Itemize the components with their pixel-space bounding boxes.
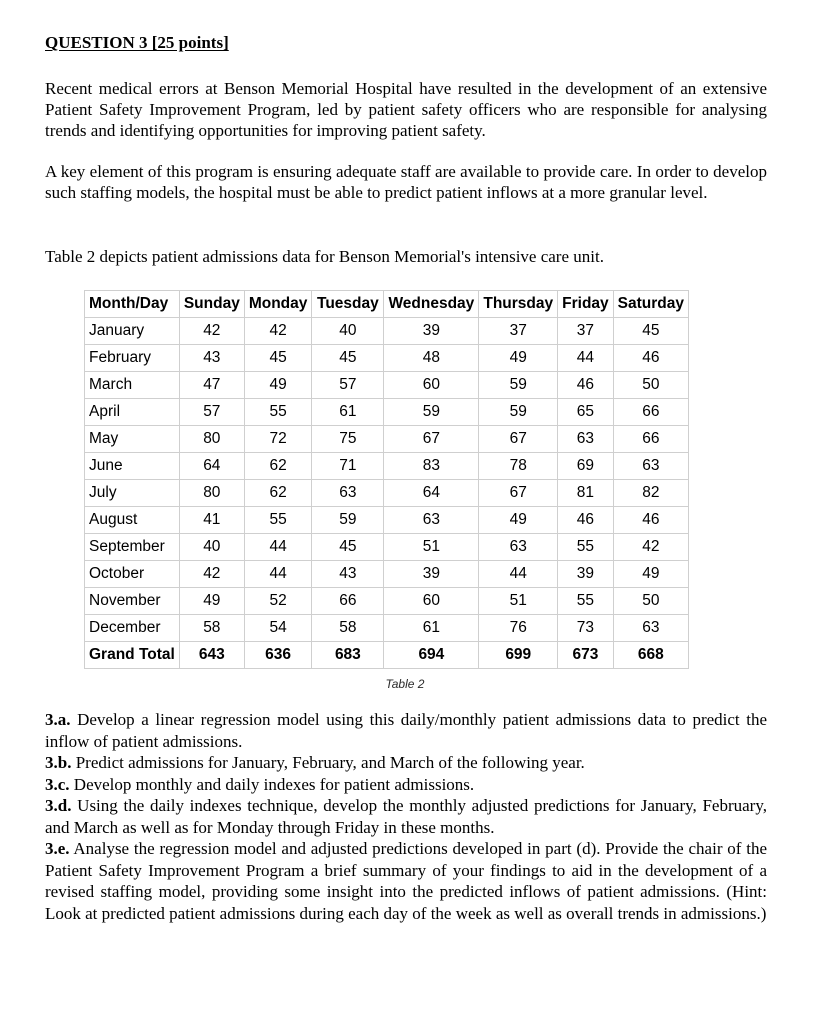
table-cell: 44 [479,561,558,588]
table-cell: 66 [312,588,384,615]
header-cell: Saturday [613,291,688,318]
table-cell: 46 [558,372,614,399]
question-label: 3.c. [45,774,70,794]
question-item [45,752,767,774]
table-cell: 63 [613,453,688,480]
table-cell: 60 [384,372,479,399]
table-cell: 62 [244,480,312,507]
table-cell: 46 [558,507,614,534]
table-cell: 55 [558,588,614,615]
table-cell: 55 [244,507,312,534]
table-cell: 83 [384,453,479,480]
table-cell: 46 [613,345,688,372]
table-cell: 40 [312,318,384,345]
question-text: Predict admissions for January, February, and March of the following year. [71,753,585,772]
table-cell: 694 [384,642,479,669]
table-cell: 55 [558,534,614,561]
table-cell: 82 [613,480,688,507]
table-cell: 65 [558,399,614,426]
row-label-cell: September [85,534,180,561]
table-cell: 64 [384,480,479,507]
table-cell: 643 [179,642,244,669]
row-label-cell: January [85,318,180,345]
table-cell: 668 [613,642,688,669]
admissions-table [84,290,689,669]
header-cell: Month/Day [85,291,180,318]
table-row [85,588,689,615]
table-cell: 45 [312,534,384,561]
table-cell: 44 [244,534,312,561]
table-cell: 44 [244,561,312,588]
table-cell: 54 [244,615,312,642]
table-cell: 51 [479,588,558,615]
table-cell: 66 [613,426,688,453]
table-cell: 49 [479,345,558,372]
table-cell: 39 [384,318,479,345]
question-text: Using the daily indexes technique, develop the monthly adjusted predictions for January, February, and March as well as for Monday through Friday in these months. [45,796,767,837]
table-cell: 37 [479,318,558,345]
table-cell: 37 [558,318,614,345]
table-row [85,534,689,561]
row-label-cell: May [85,426,180,453]
intro-paragraph: Recent medical errors at Benson Memorial Hospital have resulted in the development of an extensive Patient Safety Improvement Program, led by patient safety officers who are responsible for analysing trends and identifying opportunities for improving patient safety. [45,79,767,140]
table-header-row [85,291,689,318]
row-label-cell: July [85,480,180,507]
table-cell: 72 [244,426,312,453]
table-row [85,615,689,642]
table-cell: 699 [479,642,558,669]
table-cell: 41 [179,507,244,534]
table-cell: 42 [179,318,244,345]
table-row [85,561,689,588]
table-cell: 52 [244,588,312,615]
table-cell: 71 [312,453,384,480]
table-row [85,453,689,480]
table-cell: 67 [479,480,558,507]
table-cell: 39 [384,561,479,588]
row-label-cell: December [85,615,180,642]
table-cell: 59 [479,372,558,399]
table-cell: 63 [558,426,614,453]
table-cell: 63 [384,507,479,534]
header-cell: Friday [558,291,614,318]
table-cell: 42 [613,534,688,561]
table-cell: 49 [613,561,688,588]
row-label-cell: October [85,561,180,588]
table-cell: 59 [479,399,558,426]
header-cell: Monday [244,291,312,318]
question-text: Analyse the regression model and adjusted predictions developed in part (d). Provide the chair of the Patient Safety Improvement Program a brief summary of your findings to aid in the development of a revised staffing model, providing some insight into the predicted inflows of patient admissions. (Hint: Look at predicted patient admissions during each day of the week as well as overall trends in admissions.) [45,839,767,923]
table-cell: 76 [479,615,558,642]
row-label-cell: November [85,588,180,615]
table-cell: 46 [613,507,688,534]
table-cell: 80 [179,426,244,453]
table-row [85,480,689,507]
table-cell: 50 [613,372,688,399]
question-label: 3.e. [45,839,70,858]
table-cell: 40 [179,534,244,561]
table-intro-paragraph: Table 2 depicts patient admissions data for Benson Memorial's intensive care unit. [45,247,604,266]
question-item [45,774,767,796]
table-cell: 49 [244,372,312,399]
row-label-cell: April [85,399,180,426]
question-text: Develop monthly and daily indexes for patient admissions. [69,774,475,794]
table-row [85,318,689,345]
table-cell: 73 [558,615,614,642]
table-cell: 58 [179,615,244,642]
table-cell: 64 [179,453,244,480]
question-text: Develop a linear regression model using this daily/monthly patient admissions data to predict the inflow of patient admissions. [45,710,767,751]
table-cell: 67 [384,426,479,453]
table-row [85,507,689,534]
table-cell: 69 [558,453,614,480]
table-cell: 43 [312,561,384,588]
staffing-paragraph: A key element of this program is ensuring adequate staff are available to provide care. In order to develop such staffing models, the hospital must be able to predict patient inflows at a more granular level. [45,162,767,202]
table-cell: 45 [312,345,384,372]
table-cell: 50 [613,588,688,615]
row-label-cell: March [85,372,180,399]
table-cell: 59 [384,399,479,426]
grand-total-row [85,642,689,669]
question-item [45,709,767,752]
table-row [85,399,689,426]
table-cell: 51 [384,534,479,561]
table-cell: 61 [312,399,384,426]
question-list [45,709,767,924]
table-cell: 58 [312,615,384,642]
table-cell: 63 [312,480,384,507]
table-cell: 81 [558,480,614,507]
question-label: 3.a. [45,710,71,729]
table-cell: 63 [613,615,688,642]
header-cell: Thursday [479,291,558,318]
table-cell: 57 [179,399,244,426]
table-cell: 39 [558,561,614,588]
table-cell: 57 [312,372,384,399]
table-cell: 67 [479,426,558,453]
table-cell: 47 [179,372,244,399]
admissions-table-container [84,290,689,669]
header-cell: Sunday [179,291,244,318]
question-label: 3.d. [45,796,72,815]
table-cell: 636 [244,642,312,669]
table-cell: 60 [384,588,479,615]
table-cell: 75 [312,426,384,453]
table-cell: 55 [244,399,312,426]
row-label-cell: June [85,453,180,480]
question-heading: QUESTION 3 [25 points] [45,33,229,52]
table-body [85,318,689,669]
table-cell: 59 [312,507,384,534]
table-cell: 80 [179,480,244,507]
table-caption: Table 2 [385,677,425,691]
table-cell: 78 [479,453,558,480]
table-cell: 62 [244,453,312,480]
table-cell: 45 [244,345,312,372]
table-cell: 45 [613,318,688,345]
table-cell: 49 [179,588,244,615]
header-cell: Tuesday [312,291,384,318]
table-cell: 42 [244,318,312,345]
table-cell: 683 [312,642,384,669]
table-cell: 673 [558,642,614,669]
table-cell: 43 [179,345,244,372]
question-item [45,838,767,924]
table-cell: 42 [179,561,244,588]
table-cell: 63 [479,534,558,561]
table-row [85,372,689,399]
table-cell: 48 [384,345,479,372]
table-cell: 66 [613,399,688,426]
row-label-cell: Grand Total [85,642,180,669]
table-cell: 49 [479,507,558,534]
question-item [45,795,767,838]
question-label: 3.b. [45,753,72,772]
table-row [85,426,689,453]
table-row [85,345,689,372]
table-cell: 61 [384,615,479,642]
row-label-cell: February [85,345,180,372]
header-cell: Wednesday [384,291,479,318]
table-cell: 44 [558,345,614,372]
row-label-cell: August [85,507,180,534]
